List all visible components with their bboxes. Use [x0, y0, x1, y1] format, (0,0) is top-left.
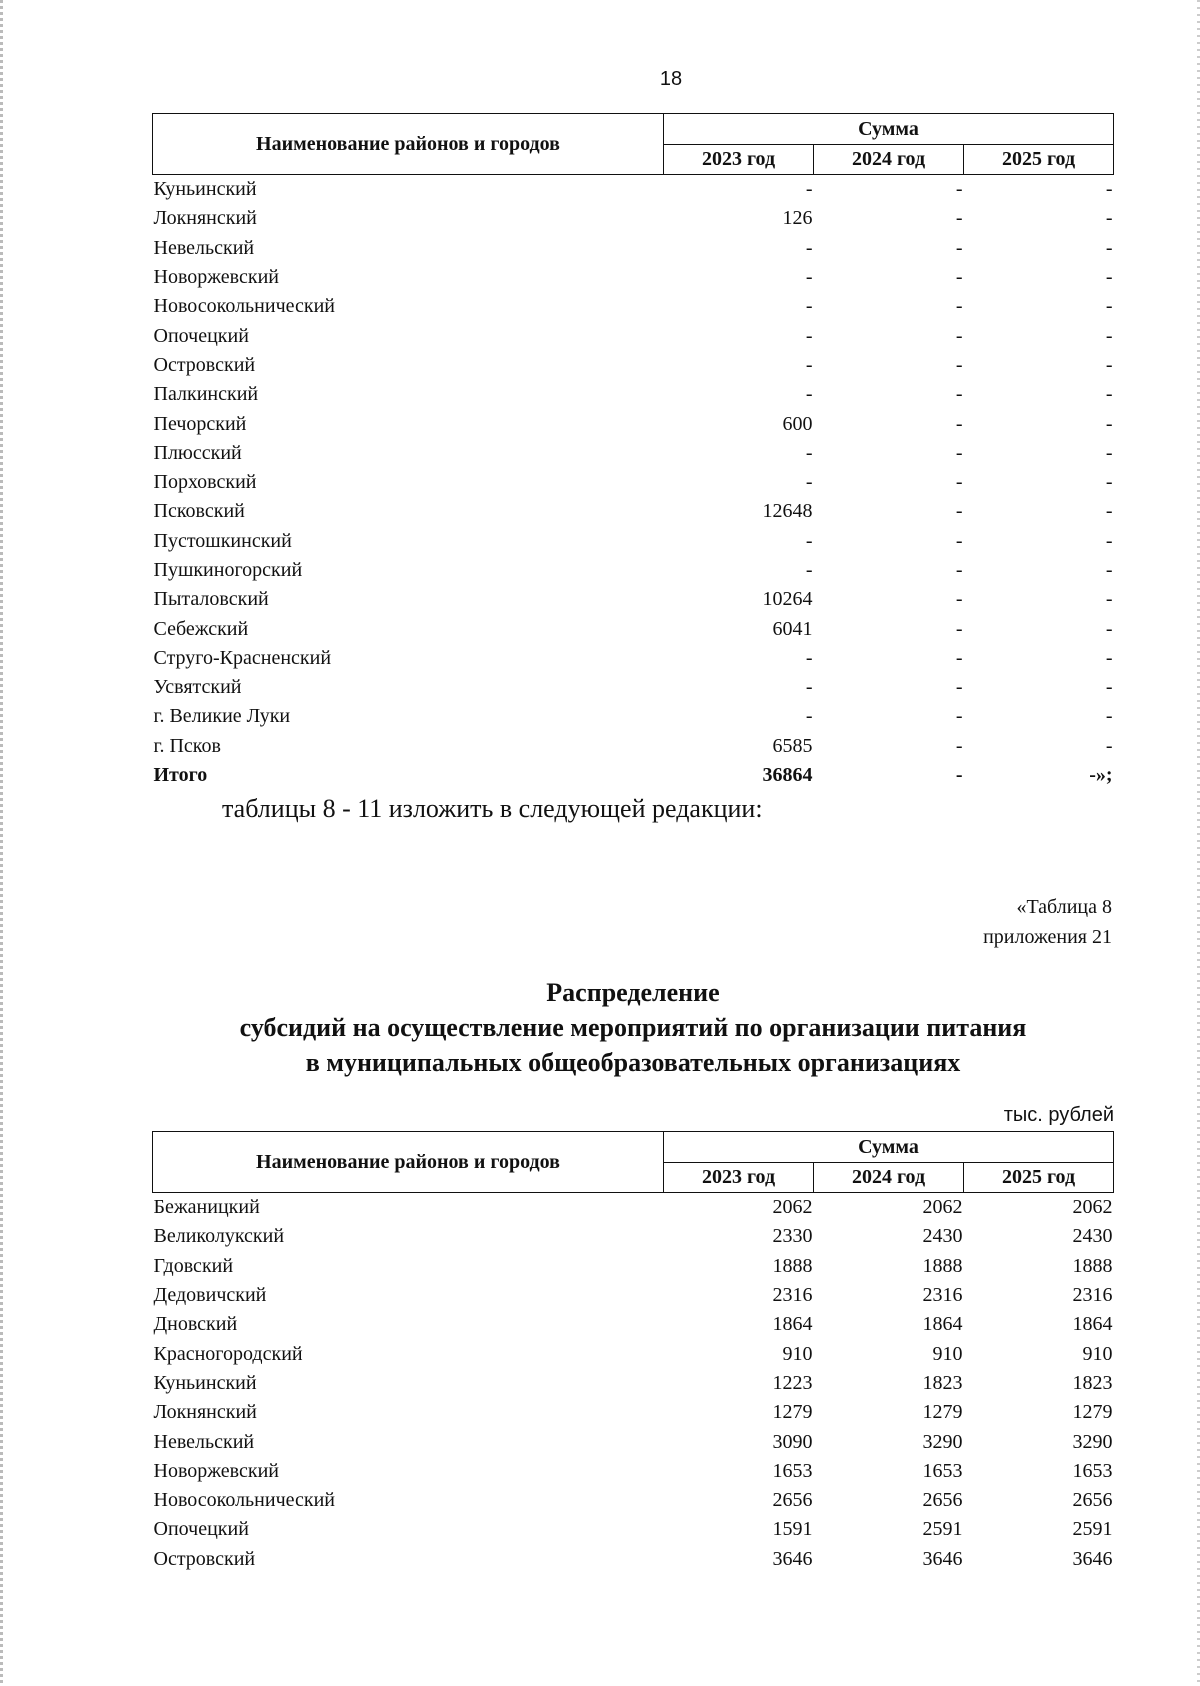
table-row	[153, 1310, 1114, 1339]
amount-cell: 1888	[772, 1254, 813, 1277]
amount-cell: 1279	[922, 1401, 963, 1424]
amount-cell: 1223	[772, 1371, 813, 1394]
amount-cell: -	[1105, 178, 1113, 201]
amount-cell: 1888	[922, 1254, 963, 1277]
amount-cell: -	[955, 646, 963, 669]
amount-cell: 2591	[1072, 1518, 1113, 1541]
amount-cell: 12648	[762, 500, 813, 523]
district-name: Пушкиногорский	[153, 559, 303, 581]
amount-cell: 10264	[762, 588, 813, 611]
amount-cell: -	[1105, 266, 1113, 289]
amount-cell: -	[1105, 705, 1113, 728]
district-name: Островский	[153, 353, 256, 376]
amount-cell: 6585	[772, 734, 813, 757]
district-name: Красногородский	[153, 1342, 303, 1365]
amount-cell: -	[805, 646, 813, 669]
amount-cell: -	[955, 559, 963, 581]
amount-cell: -	[1105, 236, 1113, 259]
district-name: г. Псков	[153, 734, 221, 757]
amount-cell: -	[955, 324, 963, 347]
district-name: Себежский	[153, 617, 249, 640]
district-name: Локнянский	[153, 1401, 257, 1424]
amount-cell: -	[955, 529, 963, 552]
instruction-text: таблицы 8 - 11 изложить в следующей редакции:	[222, 794, 763, 823]
amount-cell: -	[1105, 412, 1113, 435]
section-title	[152, 975, 1114, 1080]
table-row	[153, 1398, 1114, 1427]
district-name: Новоржевский	[153, 266, 280, 289]
amount-cell: 1653	[772, 1459, 813, 1482]
amount-cell: -	[805, 178, 813, 201]
scan-edge-left	[0, 0, 3, 1686]
header-sum: Сумма	[664, 1132, 1114, 1163]
amount-cell: 2656	[1072, 1489, 1113, 1512]
district-name: Плюсский	[153, 441, 242, 464]
amount-cell: 1279	[772, 1401, 813, 1424]
table-row	[153, 175, 1114, 205]
district-name: Опочецкий	[153, 1518, 249, 1541]
amount-cell: -	[955, 207, 963, 230]
district-name: Псковский	[153, 500, 245, 523]
table-row	[153, 292, 1114, 321]
units-label: тыс. рублей	[1003, 1104, 1114, 1126]
amount-cell: 2656	[772, 1489, 813, 1512]
amount-cell: -	[1105, 529, 1113, 552]
amount-cell: -	[955, 471, 963, 494]
table-row	[153, 1222, 1114, 1251]
table-1-body	[153, 175, 1114, 791]
table-row	[153, 527, 1114, 556]
district-name: Новосокольнический	[153, 1489, 336, 1512]
amount-cell: -	[805, 559, 813, 581]
district-name: Бежаницкий	[153, 1196, 260, 1219]
table-2-body	[153, 1193, 1114, 1574]
header-year-2025: 2025 год	[964, 1162, 1114, 1193]
table-row	[153, 234, 1114, 263]
amount-cell: 1864	[922, 1313, 963, 1336]
table-row	[153, 556, 1114, 585]
amount-cell: 910	[1082, 1342, 1113, 1365]
header-year-2023: 2023 год	[664, 1162, 814, 1193]
district-name: Островский	[153, 1547, 256, 1570]
amount-cell: -	[955, 764, 963, 787]
amount-cell: 3646	[1072, 1547, 1113, 1570]
amount-cell: -	[955, 617, 963, 640]
district-name: Великолукский	[153, 1225, 285, 1248]
amount-cell: -	[955, 441, 963, 464]
amount-cell: 2430	[1072, 1225, 1113, 1248]
district-name: Куньинский	[153, 178, 257, 201]
amount-cell: 1823	[1072, 1371, 1113, 1394]
amount-cell: 2062	[772, 1196, 813, 1219]
district-name: Дедовичский	[153, 1284, 267, 1307]
table-reference	[983, 892, 1112, 952]
district-name: Новосокольнический	[153, 295, 336, 318]
amount-cell: 910	[782, 1342, 813, 1365]
table-row	[153, 380, 1114, 409]
header-year-2023: 2023 год	[664, 144, 814, 175]
amount-cell: -	[955, 705, 963, 728]
table-row	[153, 263, 1114, 292]
amount-cell: -	[1105, 353, 1113, 376]
table-row	[153, 1339, 1114, 1368]
table-row	[153, 409, 1114, 438]
amount-cell: -	[1105, 295, 1113, 318]
amount-cell: -	[805, 441, 813, 464]
amount-cell: 2316	[922, 1284, 963, 1307]
page-number: 18	[659, 68, 683, 90]
district-name: Усвятский	[153, 676, 242, 699]
amount-cell: -	[1105, 676, 1113, 699]
amount-cell: 1888	[1072, 1254, 1113, 1277]
district-name: Дновский	[153, 1313, 238, 1336]
data-table-1	[152, 113, 1114, 790]
table-reference-appendix: приложения 21	[983, 926, 1112, 948]
amount-cell: -	[805, 236, 813, 259]
amount-cell: -	[805, 705, 813, 728]
table-row	[153, 468, 1114, 497]
amount-cell: -	[805, 353, 813, 376]
table-row	[153, 614, 1114, 643]
table-row	[153, 1457, 1114, 1486]
table-row	[153, 321, 1114, 350]
amount-cell: -	[1105, 207, 1113, 230]
amount-cell: 2591	[922, 1518, 963, 1541]
district-name: Итого	[153, 764, 208, 787]
table-row	[153, 351, 1114, 380]
amount-cell: -	[955, 676, 963, 699]
amount-cell: -	[805, 266, 813, 289]
amount-cell: 1653	[1072, 1459, 1113, 1482]
amount-cell: -	[805, 295, 813, 318]
amount-cell: 3290	[922, 1430, 963, 1453]
amount-cell: 3646	[922, 1547, 963, 1570]
amount-cell: 2330	[772, 1225, 813, 1248]
table-row	[153, 585, 1114, 614]
table-row	[153, 1252, 1114, 1281]
amount-cell: -	[955, 178, 963, 201]
table-row	[153, 1193, 1114, 1223]
amount-cell: -	[1105, 617, 1113, 640]
district-name: Печорский	[153, 412, 247, 435]
header-sum: Сумма	[664, 114, 1114, 145]
table-meal-subsidies	[152, 1131, 1114, 1574]
amount-cell: 126	[782, 207, 813, 230]
amount-cell: -	[805, 471, 813, 494]
amount-cell: 3090	[772, 1430, 813, 1453]
amount-cell: -	[955, 500, 963, 523]
header-year-2025: 2025 год	[964, 144, 1114, 175]
district-name: Новоржевский	[153, 1459, 280, 1482]
table-row	[153, 439, 1114, 468]
district-name: Невельский	[153, 236, 255, 259]
amount-cell: 2316	[1072, 1284, 1113, 1307]
table-row	[153, 1486, 1114, 1515]
district-name: Невельский	[153, 1430, 255, 1453]
district-name: Куньинский	[153, 1371, 257, 1394]
amount-cell: 910	[932, 1342, 963, 1365]
amount-cell: -	[955, 353, 963, 376]
amount-cell: 3290	[1072, 1430, 1113, 1453]
table-row	[153, 644, 1114, 673]
amount-cell: -	[1105, 441, 1113, 464]
table-row	[153, 497, 1114, 526]
amount-cell: -	[955, 236, 963, 259]
table-row	[153, 1545, 1114, 1574]
header-year-2024: 2024 год	[814, 144, 964, 175]
amount-cell: -	[1105, 471, 1113, 494]
amount-cell: -»;	[1089, 764, 1113, 787]
amount-cell: -	[955, 383, 963, 406]
amount-cell: -	[1105, 559, 1113, 581]
district-name: Порховский	[153, 471, 257, 494]
amount-cell: 3646	[772, 1547, 813, 1570]
amount-cell: 1653	[922, 1459, 963, 1482]
amount-cell: -	[1105, 324, 1113, 347]
table-reference-number: «Таблица 8	[1016, 896, 1112, 918]
amount-cell: -	[955, 588, 963, 611]
amount-cell: -	[955, 412, 963, 435]
table-row	[153, 1369, 1114, 1398]
amount-cell: -	[805, 324, 813, 347]
amount-cell: -	[1105, 383, 1113, 406]
table-total-row	[153, 761, 1114, 790]
district-name: Опочецкий	[153, 324, 249, 347]
district-name: Пыталовский	[153, 588, 269, 611]
table-row	[153, 1427, 1114, 1456]
table-row	[153, 673, 1114, 702]
header-year-2024: 2024 год	[814, 1162, 964, 1193]
amount-cell: 1591	[772, 1518, 813, 1541]
amount-cell: 2062	[922, 1196, 963, 1219]
amount-cell: 1864	[1072, 1313, 1113, 1336]
title-line-3: в муниципальных общеобразовательных организациях	[305, 1048, 961, 1077]
amount-cell: 6041	[772, 617, 813, 640]
amount-cell: 600	[782, 412, 813, 435]
amount-cell: 1864	[772, 1313, 813, 1336]
table-row	[153, 702, 1114, 731]
amount-cell: -	[805, 383, 813, 406]
table-row	[153, 732, 1114, 761]
amount-cell: -	[805, 529, 813, 552]
amount-cell: -	[1105, 500, 1113, 523]
amount-cell: -	[955, 734, 963, 757]
district-name: Струго-Красненский	[153, 646, 332, 669]
district-name: Локнянский	[153, 207, 257, 230]
table-row	[153, 1515, 1114, 1544]
header-name: Наименование районов и городов	[153, 1132, 664, 1193]
amount-cell: 2062	[1072, 1196, 1113, 1219]
amount-cell: 1279	[1072, 1401, 1113, 1424]
amount-cell: -	[805, 676, 813, 699]
amount-cell: -	[955, 266, 963, 289]
amount-cell: -	[955, 295, 963, 318]
title-line-1: Распределение	[546, 978, 720, 1007]
amount-cell: -	[1105, 588, 1113, 611]
district-name: Пустошкинский	[153, 529, 292, 552]
amount-cell: -	[1105, 646, 1113, 669]
table-row	[153, 204, 1114, 233]
header-name: Наименование районов и городов	[153, 114, 664, 175]
district-name: г. Великие Луки	[153, 705, 291, 728]
amount-cell: 1823	[922, 1371, 963, 1394]
amount-cell: -	[1105, 734, 1113, 757]
title-line-2: субсидий на осуществление мероприятий по организации питания	[239, 1013, 1027, 1042]
amount-cell: 2656	[922, 1489, 963, 1512]
amount-cell: 2430	[922, 1225, 963, 1248]
data-table-2	[152, 1131, 1114, 1574]
table-row	[153, 1281, 1114, 1310]
amount-cell: 2316	[772, 1284, 813, 1307]
amount-cell: 36864	[762, 764, 813, 787]
district-name: Палкинский	[153, 383, 259, 406]
district-name: Гдовский	[153, 1254, 234, 1277]
table-subsidy-continuation	[152, 113, 1114, 790]
